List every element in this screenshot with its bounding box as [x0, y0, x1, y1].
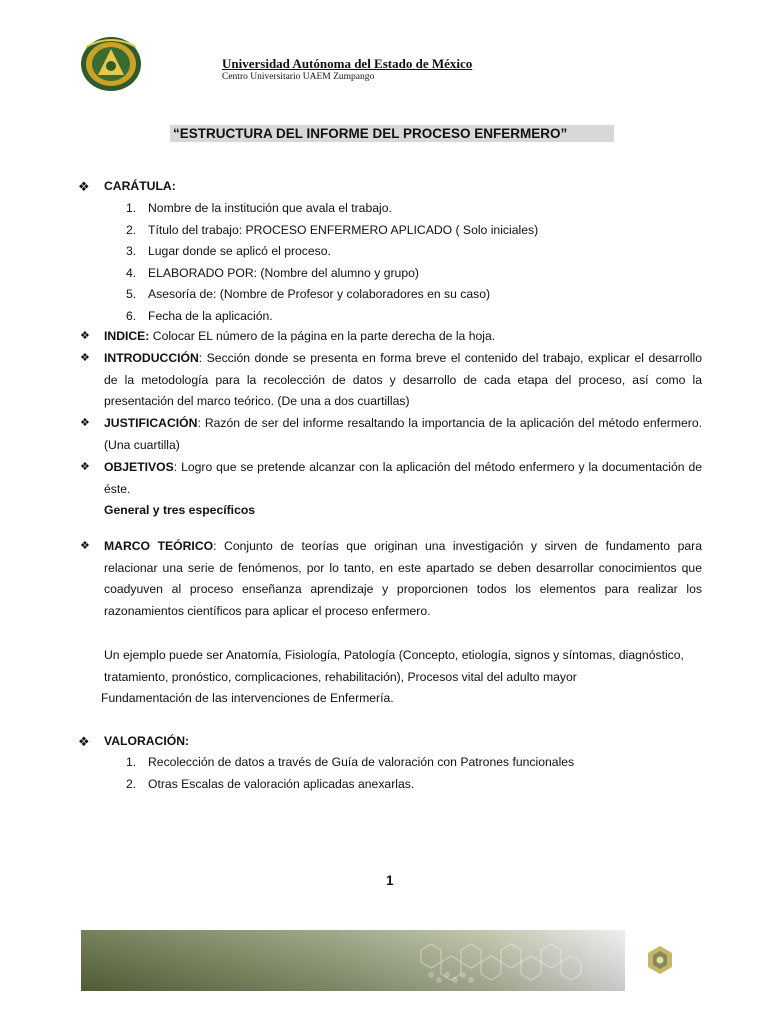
campus-name: Centro Universitario UAEM Zumpango — [222, 72, 375, 82]
diamond-bullet-icon: ❖ — [80, 330, 90, 342]
diamond-bullet-icon: ❖ — [80, 540, 90, 552]
section-caratula — [80, 176, 702, 198]
list-item: 6. Fecha de la aplicación. — [126, 308, 273, 323]
section-introduccion: ❖ INTRODUCCIÓN: Sección donde se presenta en forma breve el contenido del trabajo, explicar el desarrollo de la metodología para la recolección de datos y desarrollo de cada etapa del proceso, así como la presentación del marco teórico. (De una a dos cuartillas) — [80, 348, 702, 413]
university-seal-logo — [80, 35, 142, 93]
list-item: 4. ELABORADO POR: (Nombre del alumno y grupo) — [126, 265, 419, 280]
page-number: 1 — [386, 873, 394, 888]
caratula-label: CARÁTULA: — [104, 179, 176, 193]
diamond-bullet-icon: ❖ — [78, 179, 90, 194]
diamond-bullet-icon: ❖ — [78, 734, 90, 749]
section-objetivos: ❖ OBJETIVOS: Logro que se pretende alcanzar con la aplicación del método enfermero y la documentación de éste. General y tres específicos — [80, 457, 702, 522]
objetivos-subtitle: General y tres específicos — [104, 503, 256, 517]
caratula-list — [80, 198, 702, 327]
valoracion-list — [80, 752, 702, 795]
section-justificacion: ❖ JUSTIFICACIÓN: Razón de ser del informe resaltando la importancia de la aplicación del método enfermero. (Una cuartilla) — [80, 413, 702, 456]
footer-emblem-icon — [646, 945, 674, 975]
list-item: 1. Recolección de datos a través de Guía de valoración con Patrones funcionales — [126, 755, 575, 769]
section-marco-teorico: ❖ MARCO TEÓRICO: Conjunto de teorías que originan una investigación y sirven de fundamento para relacionar una serie de fenómenos, por lo tanto, en este apartado se deben desarrollar conocimientos que coadyuven al proceso enseñanza aprendizaje y proporcionen todos los elementos para realizar los razonamientos científicos para aplicar el proceso enfermero. — [80, 536, 702, 622]
diamond-bullet-icon: ❖ — [80, 417, 90, 429]
section-indice: ❖ INDICE: Colocar EL número de la página en la parte derecha de la hoja. — [80, 326, 702, 348]
diamond-bullet-icon: ❖ — [80, 352, 90, 364]
university-name: Universidad Autónoma del Estado de México — [222, 56, 473, 71]
section-valoracion: ❖ VALORACIÓN: — [80, 731, 702, 753]
list-item: 5. Asesoría de: (Nombre de Profesor y colaboradores en su caso) — [126, 287, 491, 301]
list-item: 2. Otras Escalas de valoración aplicadas anexarlas. — [126, 776, 415, 791]
footer-hexagon-banner — [81, 930, 625, 991]
list-item: 3. Lugar donde se aplicó el proceso. — [126, 244, 331, 258]
list-item: 2. Título del trabajo: PROCESO ENFERMERO APLICADO ( Solo iniciales) — [126, 222, 539, 237]
marco-example: Un ejemplo puede ser Anatomía, Fisiología, Patología (Concepto, etiología, signos y síntomas, diagnóstico, tratamiento, pronóstico, complicaciones, rehabilitación), Procesos vital del adulto mayor — [104, 648, 684, 684]
diamond-bullet-icon: ❖ — [80, 461, 90, 473]
document-title: “ESTRUCTURA DEL INFORME DEL PROCESO ENFERMERO” — [170, 125, 614, 142]
marco-example-2: Fundamentación de las intervenciones de Enfermería. — [101, 691, 394, 705]
list-item: 1. Nombre de la institución que avala el trabajo. — [126, 201, 392, 215]
